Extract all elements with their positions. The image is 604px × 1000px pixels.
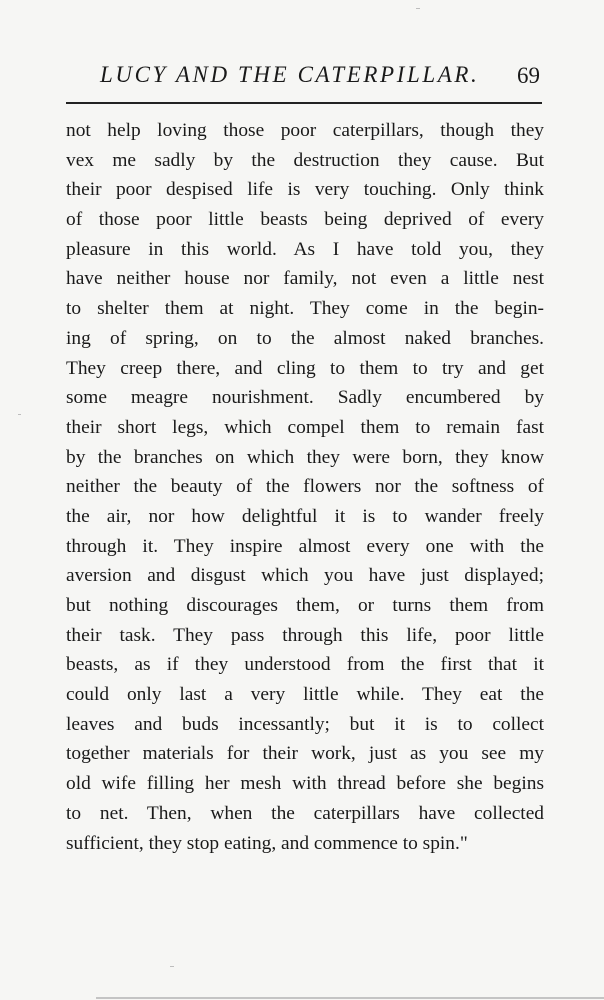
text-line: beasts, as if they understood from the first that it: [66, 654, 544, 676]
running-title: LUCY AND THE CATERPILLAR.: [100, 62, 480, 87]
text-line: sufficient, they stop eating, and commence to spin.": [66, 832, 468, 854]
text-line: the air, nor how delightful it is to wander freely: [66, 505, 544, 527]
text-line: aversion and disgust which you have just displayed;: [66, 565, 544, 587]
paper-speck: [416, 8, 420, 9]
text-line: their task. They pass through this life, poor little: [66, 624, 544, 646]
text-line: to net. Then, when the caterpillars have collected: [66, 802, 544, 824]
text-line: have neither house nor family, not even a little nest: [66, 268, 544, 290]
page-number: 69: [517, 63, 540, 88]
paper-speck: [170, 966, 174, 967]
text-line: neither the beauty of the flowers nor the softness of: [66, 476, 544, 498]
text-line: their poor despised life is very touching. Only think: [66, 179, 544, 201]
text-line: could only last a very little while. They eat the: [66, 684, 544, 706]
text-line: some meagre nourishment. Sadly encumbered by: [66, 387, 544, 409]
text-line: through it. They inspire almost every one with the: [66, 535, 544, 557]
body-text: [66, 116, 544, 858]
text-line: not help loving those poor caterpillars, though they: [66, 120, 544, 141]
text-line: ing of spring, on to the almost naked branches.: [66, 327, 544, 349]
page-bottom-edge: [96, 997, 604, 999]
text-line: They creep there, and cling to them to try and get: [66, 357, 544, 379]
text-line: but nothing discourages them, or turns them from: [66, 595, 544, 616]
text-line: by the branches on which they were born, they know: [66, 446, 544, 468]
text-line: their short legs, which compel them to remain fast: [66, 416, 544, 438]
text-line: leaves and buds incessantly; but it is to collect: [66, 713, 544, 735]
text-line: together materials for their work, just as you see my: [66, 743, 544, 765]
header-rule: [66, 102, 542, 104]
text-line: vex me sadly by the destruction they cause. But: [66, 149, 544, 171]
text-line: to shelter them at night. They come in the begin-: [66, 298, 544, 320]
text-line: old wife filling her mesh with thread before she begins: [66, 773, 544, 795]
running-head: [66, 60, 542, 94]
text-line: of those poor little beasts being deprived of every: [66, 209, 544, 231]
text-line: pleasure in this world. As I have told you, they: [66, 238, 544, 260]
paper-speck: [18, 414, 21, 415]
